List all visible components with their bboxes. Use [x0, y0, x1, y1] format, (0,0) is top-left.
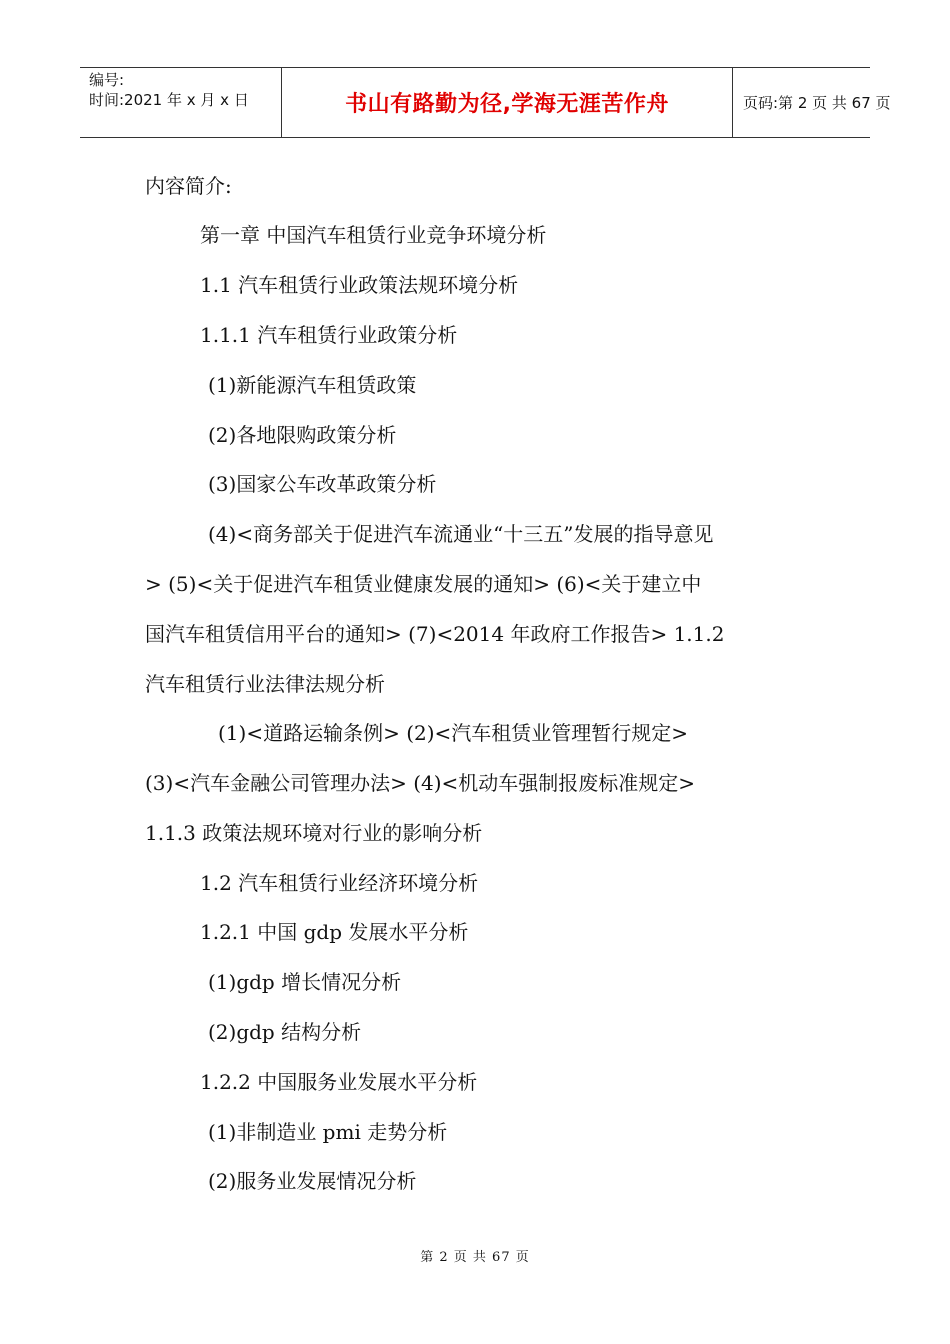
paragraph-line: 国汽车租赁信用平台的通知> (7)<2014 年政府工作报告> 1.1.2 [145, 622, 725, 646]
header-motto: 书山有路勤为径,学海无涯苦作舟 [345, 92, 669, 117]
list-item: (1)非制造业 pmi 走势分析 [208, 1120, 448, 1144]
paragraph-line: (3)<汽车金融公司管理办法> (4)<机动车强制报废标准规定> [145, 771, 696, 795]
list-item: (2)服务业发展情况分析 [208, 1169, 417, 1193]
list-item: (2)gdp 结构分析 [208, 1020, 362, 1044]
header-motto-cell [281, 68, 733, 137]
paragraph-line: 汽车租赁行业法律法规分析 [145, 672, 385, 696]
paragraph-line: (1)<道路运输条例> (2)<汽车租赁业管理暂行规定> [218, 721, 689, 745]
page-footer: 第 2 页 共 67 页 [420, 1250, 530, 1265]
list-item: (1)gdp 增长情况分析 [208, 970, 402, 994]
content-intro-heading: 内容简介: [145, 174, 232, 198]
list-item: (1)新能源汽车租赁政策 [208, 373, 417, 397]
header-meta-cell [80, 68, 281, 137]
subsection-heading: 1.2.1 中国 gdp 发展水平分析 [200, 920, 469, 944]
section-heading: 1.2 汽车租赁行业经济环境分析 [200, 871, 479, 895]
subsection-heading: 1.1.3 政策法规环境对行业的影响分析 [145, 821, 483, 845]
chapter-heading: 第一章 中国汽车租赁行业竞争环境分析 [200, 223, 547, 247]
section-heading: 1.1 汽车租赁行业政策法规环境分析 [200, 273, 519, 297]
paragraph-line: (4)<商务部关于促进汽车流通业“十三五”发展的指导意见 [208, 522, 714, 546]
paragraph-line: > (5)<关于促进汽车租赁业健康发展的通知> (6)<关于建立中 [145, 572, 702, 596]
page-header [80, 67, 891, 138]
subsection-heading: 1.2.2 中国服务业发展水平分析 [200, 1070, 478, 1094]
list-item: (2)各地限购政策分析 [208, 423, 397, 447]
list-item: (3)国家公车改革政策分析 [208, 472, 437, 496]
header-page-info: 页码:第 2 页 共 67 页 [743, 94, 891, 112]
document-number-label: 编号: [89, 71, 125, 89]
subsection-heading: 1.1.1 汽车租赁行业政策分析 [200, 323, 458, 347]
document-date-label: 时间:2021 年 x 月 x 日 [89, 91, 249, 109]
